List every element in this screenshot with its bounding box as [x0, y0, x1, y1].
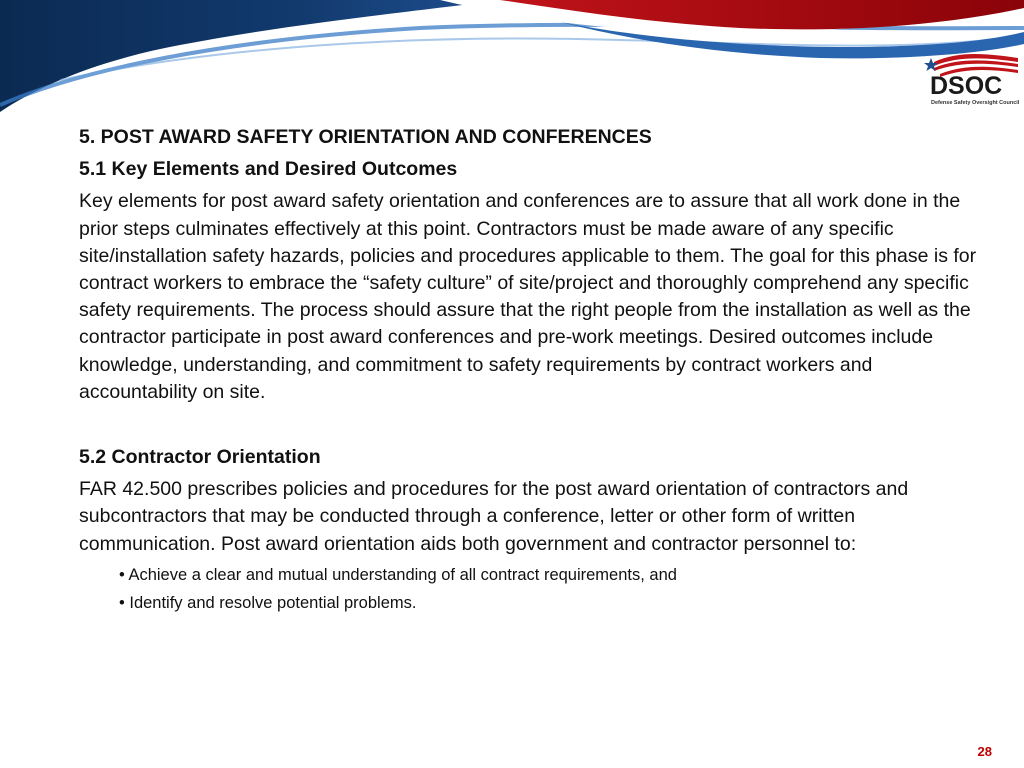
dsoc-logo [920, 52, 1020, 116]
section-title: 5. POST AWARD SAFETY ORIENTATION AND CONFERENCES [79, 126, 652, 148]
header-banner [0, 0, 1024, 130]
subsection-1-body: Key elements for post award safety orientation and conferences are to assure that all work done in the prior steps culminates effectively at this point. Contractors must be made aware of any specific site/installation safety hazards, policies and procedures applicable to them. The goal for this phase is for contract workers to embrace the “safety culture” of site/project and thoroughly comprehend any specific safety requirements. The process should assure that the right people from the installation as well as the contractor participate in post award conferences and pre-work meetings. Desired outcomes include knowledge, understanding, and commitment to safety requirements by contract workers and accountability on site. [79, 190, 977, 403]
subsection-1-title: 5.1 Key Elements and Desired Outcomes [79, 158, 458, 181]
subsection-2-title: 5.2 Contractor Orientation [79, 446, 321, 469]
subsection-2-body: FAR 42.500 prescribes policies and procedures for the post award orientation of contractors and subcontractors that may be conducted through a conference, letter or other form of written communication. Post award orientation aids both government and contractor personnel to: [79, 478, 909, 555]
bullet-item: • Achieve a clear and mutual understanding of all contract requirements, and [119, 565, 677, 584]
slide-content [79, 124, 989, 614]
logo-subtitle: Defense Safety Oversight Council [931, 100, 1020, 106]
page-number: 28 [977, 744, 992, 759]
navy-swoosh [0, 0, 500, 112]
logo-wordmark: DSOC [930, 72, 1003, 100]
bullet-item: • Identify and resolve potential problems. [119, 593, 417, 612]
